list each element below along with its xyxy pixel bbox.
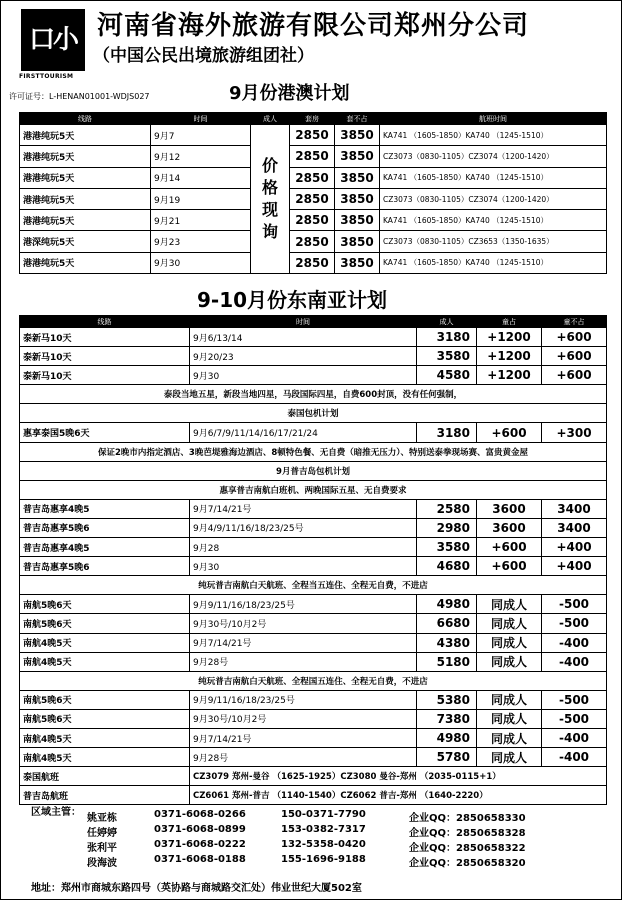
note-row — [20, 480, 607, 499]
note-row — [20, 461, 607, 480]
date-cell: 9月6/13/14 — [190, 328, 417, 347]
price-cell: -400 — [542, 728, 607, 747]
flight-cell: CZ3073（0830-1105）CZ3653（1350-1635） — [380, 231, 607, 252]
note-cell: 惠享普吉南航白班机、两晚国际五星、无自费要求 — [20, 480, 607, 499]
route-cell: 惠享泰国5晚6天 — [20, 423, 190, 442]
sea-table-row — [20, 614, 607, 633]
flight-cell: CZ3073（0830-1105）CZ3074（1200-1420） — [380, 146, 607, 167]
price-cell: 3850 — [335, 167, 380, 188]
price-cell: 3850 — [335, 146, 380, 167]
route-cell: 普吉岛惠享5晚6 — [20, 557, 190, 576]
price-cell: 2980 — [417, 518, 477, 537]
hk-table-row — [20, 252, 607, 273]
route-cell: 港港纯玩5天 — [20, 210, 151, 231]
price-cell: 同成人 — [477, 595, 542, 614]
contact-label: 区域主管： — [31, 807, 81, 818]
flight-cell: KA741 （1605-1850）KA740 （1245-1510） — [380, 167, 607, 188]
hk-table-row — [20, 210, 607, 231]
date-cell: 9月30 — [190, 557, 417, 576]
flight-cell: KA741 （1605-1850）KA740 （1245-1510） — [380, 252, 607, 273]
sea-table-row — [20, 328, 607, 347]
price-cell: 同成人 — [477, 633, 542, 652]
price-cell: -400 — [542, 633, 607, 652]
price-cell: 3600 — [477, 518, 542, 537]
contact-mobile: 155-1696-9188 — [281, 854, 366, 865]
price-cell: +1200 — [477, 347, 542, 366]
price-cell: -500 — [542, 690, 607, 709]
price-cell: 2850 — [290, 252, 335, 273]
price-cell: 5380 — [417, 690, 477, 709]
price-cell: -400 — [542, 652, 607, 671]
price-cell: 3850 — [335, 231, 380, 252]
price-cell: +600 — [477, 538, 542, 557]
date-cell: 9月19 — [151, 188, 251, 209]
price-cell: +1200 — [477, 328, 542, 347]
route-cell: 港港纯玩5天 — [20, 125, 151, 146]
hk-header-row — [20, 113, 607, 125]
sea-table — [19, 315, 607, 805]
sea-header: 时间 — [190, 316, 417, 328]
license-number: 许可证号：L-HENAN01001-WDJS027 — [9, 92, 150, 101]
sea-header: 童不占 — [542, 316, 607, 328]
price-cell: 2850 — [290, 188, 335, 209]
contact-mobile: 132-5358-0420 — [281, 839, 366, 850]
hk-table-row — [20, 125, 607, 146]
date-cell: 9月30号/10月2号 — [190, 614, 417, 633]
date-cell: 9月21 — [151, 210, 251, 231]
hk-header: 航班时间 — [380, 113, 607, 125]
price-cell: 4580 — [417, 366, 477, 385]
price-cell: 同成人 — [477, 728, 542, 747]
note-cell: 纯玩普吉南航白天航班、全程国五连住、全程无自费，不进店 — [20, 671, 607, 690]
route-cell: 泰新马10天 — [20, 347, 190, 366]
price-cell: 4680 — [417, 557, 477, 576]
adult-price-note: 价格现询 — [251, 125, 290, 274]
price-cell: 5780 — [417, 748, 477, 767]
contact-qq: 企业QQ：2850658330 — [409, 813, 526, 824]
note-cell: 泰段当地五星，新段当地四星，马段国际四星，自费600封顶，没有任何强制， — [20, 385, 607, 404]
route-cell: 泰新马10天 — [20, 366, 190, 385]
route-cell: 普吉岛惠享5晚6 — [20, 518, 190, 537]
price-cell: 同成人 — [477, 614, 542, 633]
contact-qq: 企业QQ：2850658322 — [409, 843, 526, 854]
route-cell: 港深纯玩5天 — [20, 231, 151, 252]
route-cell: 泰新马10天 — [20, 328, 190, 347]
date-cell: 9月30号/10月2号 — [190, 709, 417, 728]
contact-phone: 0371-6068-0222 — [154, 839, 246, 850]
price-cell: 2850 — [290, 231, 335, 252]
date-cell: 9月6/7/9/11/14/16/17/21/24 — [190, 423, 417, 442]
contact-phone: 0371-6068-0266 — [154, 809, 246, 820]
note-row — [20, 671, 607, 690]
price-cell: 3400 — [542, 518, 607, 537]
hk-header: 成人 — [251, 113, 290, 125]
sea-table-row — [20, 709, 607, 728]
price-cell: 4980 — [417, 595, 477, 614]
price-cell: 3850 — [335, 188, 380, 209]
hk-section-title: 9月份港澳计划 — [229, 83, 350, 104]
date-cell: 9月7 — [151, 125, 251, 146]
date-cell: 9月20/23 — [190, 347, 417, 366]
page-title: 河南省海外旅游有限公司郑州分公司 — [97, 11, 530, 41]
route-cell: 泰国航班 — [20, 767, 190, 786]
sea-table-row — [20, 423, 607, 442]
sea-table-row — [20, 633, 607, 652]
sea-section-title: 9-10月份东南亚计划 — [197, 288, 388, 312]
contact-section — [19, 801, 606, 901]
route-cell: 普吉岛惠享4晚5 — [20, 538, 190, 557]
note-row — [20, 385, 607, 404]
price-cell: -500 — [542, 709, 607, 728]
route-cell: 南航4晚5天 — [20, 748, 190, 767]
note-row — [20, 576, 607, 595]
route-cell: 南航4晚5天 — [20, 652, 190, 671]
sea-header-row — [20, 316, 607, 328]
date-cell: 9月28 — [190, 538, 417, 557]
contact-phone: 0371-6068-0188 — [154, 854, 246, 865]
contact-qq: 企业QQ：2850658328 — [409, 828, 526, 839]
date-cell: 9月9/11/16/18/23/25号 — [190, 690, 417, 709]
price-cell: 同成人 — [477, 690, 542, 709]
sea-table-row — [20, 728, 607, 747]
price-cell: 2850 — [290, 167, 335, 188]
date-cell: 9月4/9/11/16/18/23/25号 — [190, 518, 417, 537]
route-cell: 南航5晚6天 — [20, 614, 190, 633]
price-cell: 3180 — [417, 328, 477, 347]
note-row — [20, 442, 607, 461]
price-cell: 2850 — [290, 146, 335, 167]
route-cell: 南航5晚6天 — [20, 709, 190, 728]
route-cell: 南航4晚5天 — [20, 728, 190, 747]
sea-table-row — [20, 652, 607, 671]
price-cell: 2850 — [290, 125, 335, 146]
route-cell: 港港纯玩5天 — [20, 146, 151, 167]
flight-row — [20, 767, 607, 786]
price-cell: 3400 — [542, 499, 607, 518]
price-cell: -500 — [542, 595, 607, 614]
sea-table-row — [20, 538, 607, 557]
contact-name: 张利平 — [87, 843, 117, 854]
contact-qq: 企业QQ：2850658320 — [409, 858, 526, 869]
price-cell: 3180 — [417, 423, 477, 442]
date-cell: 9月28号 — [190, 652, 417, 671]
route-cell: 港港纯玩5天 — [20, 252, 151, 273]
route-cell: 普吉岛航班 — [20, 786, 190, 805]
flight-cell: CZ6061 郑州-普吉 （1140-1540）CZ6062 普吉-郑州 （1640-2220） — [190, 786, 607, 805]
route-cell: 南航5晚6天 — [20, 595, 190, 614]
price-cell: +600 — [542, 328, 607, 347]
date-cell: 9月30 — [151, 252, 251, 273]
note-cell: 保证2晚市内指定酒店、3晚芭堤雅海边酒店、8顿特色餐、无自费（暗推无压力）、特别送泰拳现场赛、富贵黄金屋 — [20, 442, 607, 461]
contact-name: 姚亚栋 — [87, 813, 117, 824]
price-cell: 4980 — [417, 728, 477, 747]
sea-table-row — [20, 366, 607, 385]
contact-name: 段海波 — [87, 858, 117, 869]
hk-header: 线路 — [20, 113, 151, 125]
sea-header: 成人 — [417, 316, 477, 328]
sea-table-row — [20, 557, 607, 576]
date-cell: 9月30 — [190, 366, 417, 385]
date-cell: 9月7/14/21号 — [190, 499, 417, 518]
sea-table-row — [20, 347, 607, 366]
price-cell: 3580 — [417, 347, 477, 366]
price-cell: +600 — [477, 423, 542, 442]
sea-table-row — [20, 748, 607, 767]
date-cell: 9月12 — [151, 146, 251, 167]
note-cell: 泰国包机计划 — [20, 404, 607, 423]
sea-table-row — [20, 499, 607, 518]
price-cell: 3850 — [335, 125, 380, 146]
hk-table-row — [20, 167, 607, 188]
date-cell: 9月23 — [151, 231, 251, 252]
hk-table — [19, 112, 607, 274]
address: 地址：郑州市商城东路四号（英协路与商城路交汇处）伟业世纪大厦502室 — [31, 883, 362, 894]
price-cell: 7380 — [417, 709, 477, 728]
route-cell: 港港纯玩5天 — [20, 167, 151, 188]
page-subtitle: （中国公民出境旅游组团社） — [93, 46, 314, 66]
contact-mobile: 153-0382-7317 — [281, 824, 366, 835]
price-cell: 5180 — [417, 652, 477, 671]
date-cell: 9月7/14/21号 — [190, 728, 417, 747]
price-cell: 3600 — [477, 499, 542, 518]
date-cell: 9月7/14/21号 — [190, 633, 417, 652]
price-cell: 同成人 — [477, 652, 542, 671]
price-cell: 2580 — [417, 499, 477, 518]
price-cell: +1200 — [477, 366, 542, 385]
hk-table-row — [20, 188, 607, 209]
flight-cell: KA741 （1605-1850）KA740 （1245-1510） — [380, 210, 607, 231]
date-cell: 9月14 — [151, 167, 251, 188]
hk-header: 套房 — [290, 113, 335, 125]
price-cell: 3580 — [417, 538, 477, 557]
price-cell: -500 — [542, 614, 607, 633]
sea-table-row — [20, 690, 607, 709]
sea-header: 童占 — [477, 316, 542, 328]
note-cell: 纯玩普吉南航白天航班、全程当五连住、全程无自费，不进店 — [20, 576, 607, 595]
date-cell: 9月28号 — [190, 748, 417, 767]
hk-table-row — [20, 231, 607, 252]
hk-header: 时间 — [151, 113, 251, 125]
price-cell: +400 — [542, 557, 607, 576]
price-cell: 3850 — [335, 252, 380, 273]
price-cell: 同成人 — [477, 748, 542, 767]
note-cell: 9月普吉岛包机计划 — [20, 461, 607, 480]
price-cell: +600 — [542, 366, 607, 385]
flight-cell: CZ3073（0830-1105）CZ3074（1200-1420） — [380, 188, 607, 209]
hk-table-row — [20, 146, 607, 167]
sea-table-row — [20, 518, 607, 537]
contact-phone: 0371-6068-0899 — [154, 824, 246, 835]
price-cell: +300 — [542, 423, 607, 442]
contact-mobile: 150-0371-7790 — [281, 809, 366, 820]
flight-cell: KA741 （1605-1850）KA740 （1245-1510） — [380, 125, 607, 146]
route-cell: 南航4晚5天 — [20, 633, 190, 652]
price-cell: 4380 — [417, 633, 477, 652]
price-cell: +400 — [542, 538, 607, 557]
logo-text: FIRSTTOURISM — [19, 73, 74, 80]
note-row — [20, 404, 607, 423]
company-logo: 口小 — [21, 9, 85, 71]
date-cell: 9月9/11/16/18/23/25号 — [190, 595, 417, 614]
hk-header: 套不占 — [335, 113, 380, 125]
contact-name: 任婷婷 — [87, 828, 117, 839]
price-cell: 同成人 — [477, 709, 542, 728]
price-cell: -400 — [542, 748, 607, 767]
route-cell: 普吉岛惠享4晚5 — [20, 499, 190, 518]
sea-header: 线路 — [20, 316, 190, 328]
route-cell: 南航5晚6天 — [20, 690, 190, 709]
sea-table-row — [20, 595, 607, 614]
flight-cell: CZ3079 郑州-曼谷 （1625-1925）CZ3080 曼谷-郑州 （2035-0115+1） — [190, 767, 607, 786]
route-cell: 港港纯玩5天 — [20, 188, 151, 209]
price-cell: 3850 — [335, 210, 380, 231]
price-cell: 6680 — [417, 614, 477, 633]
price-cell: 2850 — [290, 210, 335, 231]
price-cell: +600 — [542, 347, 607, 366]
price-cell: +600 — [477, 557, 542, 576]
